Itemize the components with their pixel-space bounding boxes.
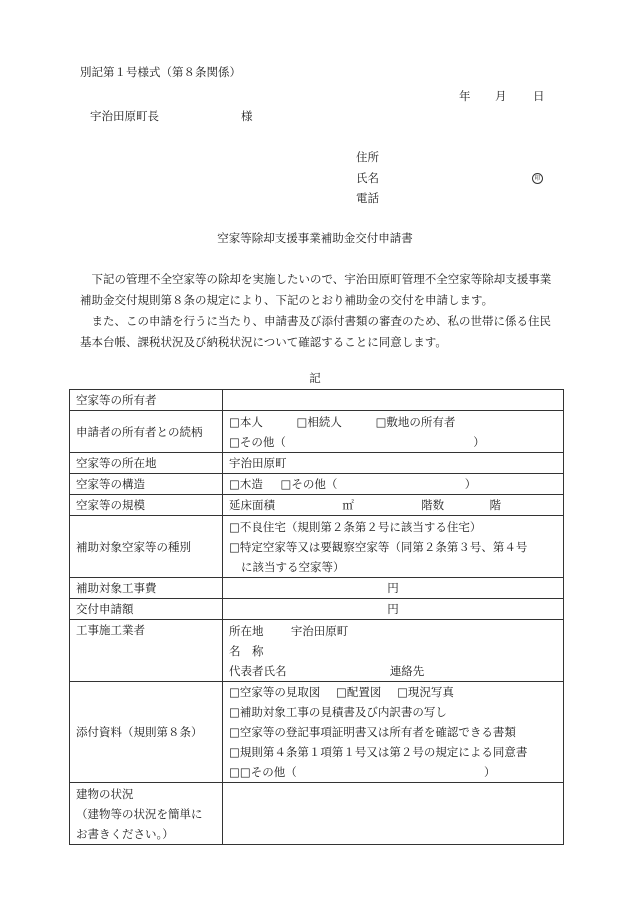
row-structure	[70, 474, 564, 495]
structure-close-paren: ）	[464, 477, 477, 491]
type-label: 補助対象空家等の種別	[70, 516, 223, 578]
row-location	[70, 453, 564, 474]
row-attachments	[70, 682, 564, 783]
date-month-label: 月	[495, 89, 507, 103]
building-condition-value[interactable]	[223, 783, 564, 845]
honorific: 様	[241, 109, 253, 123]
location-label: 空家等の所在地	[70, 453, 223, 474]
row-cost	[70, 578, 564, 599]
addressee: 宇治田原町長	[90, 109, 159, 123]
seal-mark	[532, 170, 543, 184]
floors-label: 階数	[421, 498, 445, 512]
floor-unit: 階	[489, 498, 501, 512]
checkbox-photos[interactable]: □現況写真	[397, 685, 454, 699]
scale-value	[223, 495, 564, 516]
date-day-label: 日	[533, 89, 545, 103]
location-value: 宇治田原町	[223, 453, 564, 474]
checkbox-specific-vacant-house[interactable]: □特定空家等又は要観察空家等（同第２条第３号、第４号	[229, 539, 528, 554]
contact-label: 連絡先	[389, 663, 425, 678]
checkbox-other-structure[interactable]: □その他（	[280, 477, 338, 491]
checkbox-estimate-copy[interactable]: □補助対象工事の見積書及び内訳書の写し	[229, 705, 447, 719]
checkbox-wood[interactable]: □木造	[229, 477, 263, 491]
ki-heading: 記	[309, 371, 321, 385]
owner-value[interactable]	[223, 390, 564, 411]
row-relation	[70, 411, 564, 453]
cost-value[interactable]	[223, 578, 564, 599]
row-type	[70, 516, 564, 578]
structure-label: 空家等の構造	[70, 474, 223, 495]
amount-value[interactable]	[223, 599, 564, 620]
checkbox-heir[interactable]: □相続人	[296, 414, 342, 429]
paragraph-2: また、この申請を行うに当たり、申請書及び添付書類の審査のため、私の世帯に係る住民基本台帳、課税状況及び納税状況について確認することに同意します。	[80, 314, 552, 349]
cost-label: 補助対象工事費	[70, 578, 223, 599]
yen-unit: 円	[387, 602, 399, 616]
contractor-location-label: 所在地	[229, 623, 264, 638]
checkbox-registry-certificate[interactable]: □空家等の登記事項証明書又は所有者を確認できる書類	[229, 725, 516, 739]
row-building-condition	[70, 783, 564, 845]
scale-label: 空家等の規模	[70, 495, 223, 516]
attachments-value	[223, 682, 564, 783]
checkbox-other-attachment[interactable]: □□その他（	[229, 765, 297, 779]
row-amount	[70, 599, 564, 620]
relation-label: 申請者の所有者との続柄	[70, 411, 223, 453]
relation-value	[223, 411, 564, 453]
attachments-label: 添付資料（規則第８条）	[70, 682, 223, 783]
document-title: 空家等除却支援事業補助金交付申請書	[217, 231, 413, 245]
paragraph-1: 下記の管理不全空家等の除却を実施したいので、宇治田原町管理不全空家等除却支援事業補助金交付規則第８条の規定により、下記のとおり補助金の交付を申請します。	[80, 272, 552, 307]
name-label: 氏名	[356, 171, 379, 185]
date-year-label: 年	[459, 89, 471, 103]
form-number: 別記第１号様式（第８条関係）	[80, 65, 241, 79]
contractor-value	[223, 620, 564, 682]
row-scale	[70, 495, 564, 516]
contractor-name-label: 名 称	[229, 643, 264, 658]
seal-icon: 印	[532, 173, 543, 184]
owner-label: 空家等の所有者	[70, 390, 223, 411]
structure-value	[223, 474, 564, 495]
checkbox-self[interactable]: □本人	[229, 414, 263, 429]
representative-label: 代表者氏名	[229, 663, 287, 678]
yen-unit: 円	[387, 581, 399, 595]
contractor-label: 工事施工業者	[70, 620, 223, 682]
phone-label: 電話	[356, 191, 379, 205]
checkbox-other-relation[interactable]: □その他（	[229, 434, 286, 449]
type-option2-continued: に該当する空家等）	[241, 559, 345, 574]
other-close-paren: ）	[473, 434, 485, 449]
type-value	[223, 516, 564, 578]
attachment-close-paren: ）	[484, 765, 496, 779]
contractor-location-value: 宇治田原町	[290, 623, 349, 638]
row-owner	[70, 390, 564, 411]
checkbox-landowner[interactable]: □敷地の所有者	[375, 414, 456, 429]
checkbox-consent-form[interactable]: □規則第４条第１項第１号又は第２号の規定による同意書	[229, 745, 528, 759]
address-label: 住所	[356, 150, 379, 164]
row-contractor	[70, 620, 564, 682]
amount-label: 交付申請額	[70, 599, 223, 620]
checkbox-substandard-housing[interactable]: □不良住宅（規則第２条第２号に該当する住宅）	[229, 519, 482, 534]
building-condition-label: 建物の状況 （建物等の状況を簡単に お書きください。）	[70, 783, 223, 845]
checkbox-site-map[interactable]: □空家等の見取図	[229, 685, 321, 699]
floor-area-label: 延床面積	[229, 498, 275, 512]
application-table	[69, 389, 564, 845]
square-meter-unit: ㎡	[342, 498, 354, 512]
body-text	[80, 269, 558, 353]
checkbox-layout-plan[interactable]: □配置図	[336, 685, 382, 699]
